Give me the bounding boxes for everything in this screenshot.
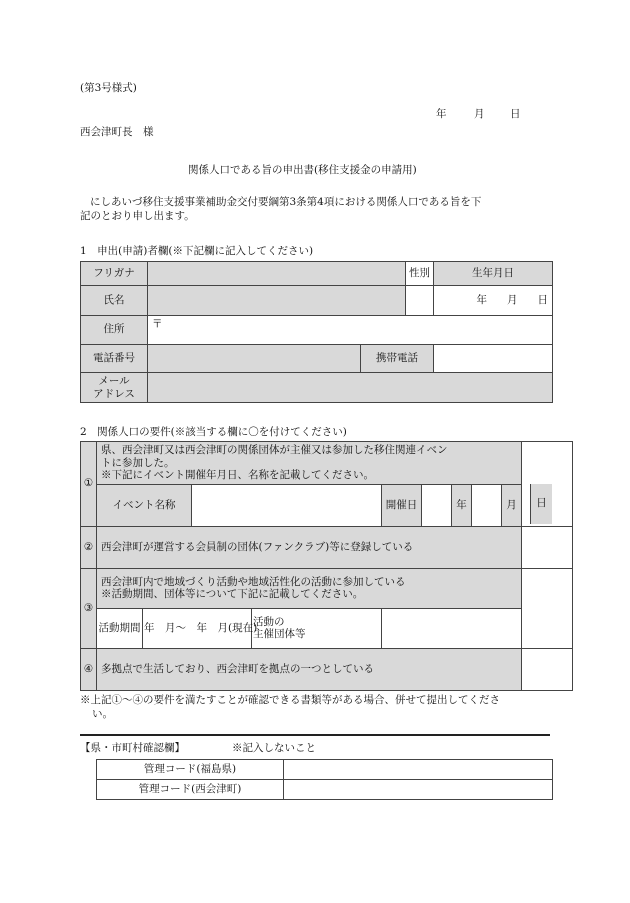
organizer-label-line1: 活動の [253,615,285,628]
applicant-table [80,261,553,403]
activity-period-label: 活動期間 [97,608,143,648]
confirmation-table [96,759,553,800]
birth-date-field[interactable] [434,286,553,316]
phone-label: 電話番号 [81,345,148,373]
date-month-label: 月 [474,108,485,120]
organizer-label-line2: 主催団体等 [253,628,306,641]
activity-period-field[interactable]: 年 月～ 年 月(現在) [143,608,252,648]
code-pref-label: 管理コード(福島県) [97,760,284,780]
req3-number: ③ [81,568,97,648]
event-date-label: 開催日 [382,484,422,526]
req1-text-line1: 県、西会津町又は西会津町の関係団体が主催又は参加した移住関連イベン [101,444,448,456]
requirements-table [80,441,573,691]
req3-text [97,568,522,608]
organizer-label [252,608,382,648]
code-pref-field[interactable] [284,760,553,780]
organizer-field[interactable] [382,608,522,648]
address-field[interactable] [148,316,553,345]
req1-text [97,442,522,485]
furigana-field[interactable] [148,262,406,286]
email-label [81,373,148,403]
req1-text-line3: ※下記にイベント開催年月日、名称を記載してください。 [101,469,374,482]
name-label: 氏名 [81,286,148,316]
mobile-label: 携帯電話 [361,345,434,373]
gender-field[interactable] [406,286,434,316]
event-year-label: 年 [452,484,472,526]
section1-heading: 1 申出(申請)者欄(※下記欄に記入してください) [80,245,314,257]
name-field[interactable] [148,286,406,316]
req3-text-line2: ※活動期間、団体等について下記に記載してください。 [101,588,364,601]
code-town-label: 管理コード(西会津町) [97,780,284,800]
intro-line-1: にしあいづ移住支援事業補助金交付要綱第3条第4項における関係人口である旨を下 [90,196,482,208]
event-month-field[interactable] [472,484,502,526]
section2-heading: 2 関係人口の要件(※該当する欄に〇を付けてください) [80,426,347,438]
event-day-label: 日 [530,484,552,524]
event-name-field[interactable] [192,484,382,526]
postal-mark: 〒 [152,318,163,330]
form-number: (第3号様式) [80,82,137,94]
email-label-line1: メール [98,375,130,388]
req1-text-line2: トに参加した。 [101,456,175,469]
birth-day-label: 日 [537,293,548,306]
req4-text: 多拠点で生活しており、西会津町を拠点の一つとしている [97,648,522,690]
code-town-field[interactable] [284,780,553,800]
req2-text: 西会津町が運営する会員制の団体(ファンクラブ)等に登録している [97,526,522,568]
furigana-label: フリガナ [81,262,148,286]
confirmation-note: ※記入しないこと [232,742,316,754]
date-year-label: 年 [436,108,447,120]
birth-month-label: 月 [506,293,518,306]
req4-check-field[interactable] [522,648,573,690]
birth-year-label: 年 [476,293,487,306]
intro-line-2: 記のとおり申し出ます。 [80,210,195,222]
req2-number: ② [81,526,97,568]
event-year-field[interactable] [422,484,452,526]
gender-label: 性別 [406,262,434,286]
requirements-note-line2: い。 [92,708,113,720]
req1-number: ① [81,442,97,527]
addressee: 西会津町長 様 [80,126,154,138]
requirements-note-line1: ※上記①～④の要件を満たすことが確認できる書類等がある場合、併せて提出してくださ [80,694,500,706]
address-label: 住所 [81,316,148,345]
date-day-label: 日 [510,108,521,120]
req2-check-field[interactable] [522,526,573,568]
req3-text-line1: 西会津町内で地域づくり活動や地域活性化の活動に参加している [101,575,406,588]
req3-check-field[interactable] [522,568,573,648]
phone-field[interactable] [148,345,361,373]
event-month-label: 月 [502,484,522,526]
divider-line [80,734,550,736]
email-label-line2: アドレス [93,387,135,400]
confirmation-heading: 【県・市町村確認欄】 [80,742,185,754]
req4-number: ④ [81,648,97,690]
birth-date-label: 生年月日 [434,262,553,286]
email-field[interactable] [148,373,553,403]
mobile-field[interactable] [434,345,553,373]
event-name-label: イベント名称 [97,484,192,526]
document-title: 関係人口である旨の申出書(移住支援金の申請用) [188,164,417,176]
